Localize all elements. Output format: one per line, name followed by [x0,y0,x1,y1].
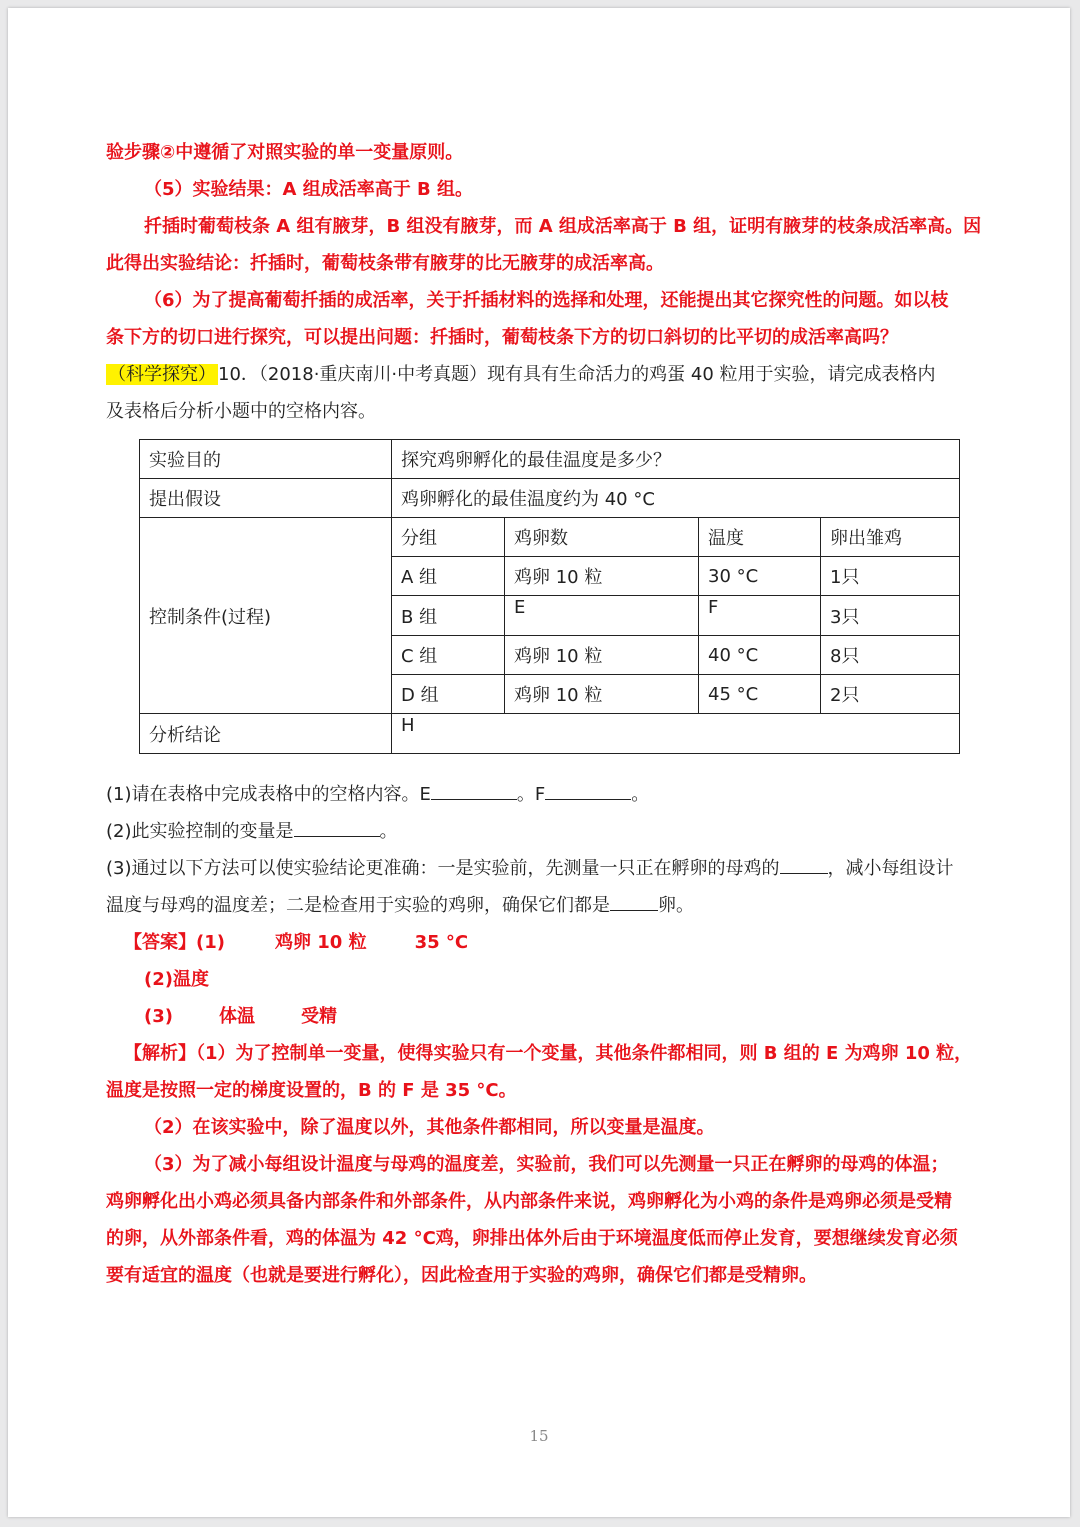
blank-cell-f: F [699,596,821,636]
question-line: 及表格后分析小题中的空格内容。 [106,401,376,422]
answer-text-line: （6）为了提高葡萄扦插的成活率，关于扦插材料的选择和处理，还能提出其它探究性的问题。如以枝 [144,290,949,311]
hypothesis-value: 鸡卵孵化的最佳温度约为 40 °C [392,479,960,518]
table-cell: 鸡卵 10 粒 [505,636,699,675]
analysis-line: 温度是按照一定的梯度设置的，B 的 F 是 35 °C。 [106,1080,517,1101]
purpose-value: 探究鸡卵孵化的最佳温度是多少？ [392,440,960,479]
document-page [8,8,1070,1517]
analysis-line: 鸡卵孵化出小鸡必须具备内部条件和外部条件，从内部条件来说，鸡卵孵化为小鸡的条件是鸡卵必须是受精 [106,1191,952,1212]
header-cell: 鸡卵数 [505,518,699,557]
header-cell: 温度 [699,518,821,557]
experiment-table [139,439,960,754]
table-row [140,518,960,557]
analysis-line: 【解析】（1）为了控制单一变量，使得实验只有一个变量，其他条件都相同，则 B 组的 E 为鸡卵 10 粒， [124,1043,973,1064]
answer-text-line: 扦插时葡萄枝条 A 组有腋芽，B 组没有腋芽，而 A 组成活率高于 B 组，证明有腋芽的枝条成活率高。因 [144,216,982,237]
table-cell: 40 °C [699,636,821,675]
page-number: 15 [529,1427,549,1445]
answer-text-line: （5）实验结果：A 组成活率高于 B 组。 [144,179,473,200]
control-label: 控制条件(过程) [140,518,392,714]
table-cell: 鸡卵 10 粒 [505,675,699,714]
table-cell: 45 °C [699,675,821,714]
conclusion-label: 分析结论 [140,714,392,754]
analysis-line: （2）在该实验中，除了温度以外，其他条件都相同，所以变量是温度。 [144,1117,715,1138]
header-cell: 卵出雏鸡 [821,518,960,557]
answer-line-2: (2)温度 [144,969,209,990]
table-cell: 30 °C [699,557,821,596]
sub-question-2: (2)此实验控制的变量是 。 [106,813,996,850]
hypothesis-label: 提出假设 [140,479,392,518]
table-cell: B 组 [392,596,505,636]
table-cell: 8只 [821,636,960,675]
blank-cell-e: E [505,596,699,636]
answer-text-line: 此得出实验结论：扦插时，葡萄枝条带有腋芽的比无腋芽的成活率高。 [106,253,664,274]
sub-question-1: (1)请在表格中完成表格中的空格内容。E 。F 。 [106,776,996,813]
header-cell: 分组 [392,518,505,557]
answer-blank [610,892,658,911]
question-stem: 10．（2018·重庆南川·中考真题）现有具有生命活力的鸡蛋 40 粒用于实验，请完成表格内 [218,364,936,385]
answer-blank [780,855,828,874]
question-tag: （科学探究） [108,364,216,385]
table-cell: 2只 [821,675,960,714]
table-row [140,714,960,754]
answer-text-line: 条下方的切口进行探究，可以提出问题：扦插时，葡萄枝条下方的切口斜切的比平切的成活率高吗？ [106,327,898,348]
answer-blank [431,781,517,800]
blank-cell-h: H [392,714,960,754]
question-line [106,356,996,393]
table-cell: 1只 [821,557,960,596]
table-row [140,440,960,479]
answer-line-3: (3) 体温 受精 [144,1006,337,1027]
table-cell: 鸡卵 10 粒 [505,557,699,596]
analysis-line: （3）为了减小每组设计温度与母鸡的温度差，实验前，我们可以先测量一只正在孵卵的母鸡的体温； [144,1154,949,1175]
answer-blank [294,818,380,837]
table-cell: C 组 [392,636,505,675]
table-cell: A 组 [392,557,505,596]
answer-blank [545,781,631,800]
purpose-label: 实验目的 [140,440,392,479]
table-cell: 3只 [821,596,960,636]
analysis-line: 的卵，从外部条件看，鸡的体温为 42 °C鸡，卵排出体外后由于环境温度低而停止发育，要想继续发育必须 [106,1228,958,1249]
sub-question-3-cont: 温度与母鸡的温度差；二是检查用于实验的鸡卵，确保它们都是 卵。 [106,887,996,924]
answer-text-line: 验步骤②中遵循了对照实验的单一变量原则。 [106,142,464,163]
answer-line-1: 【答案】(1) 鸡卵 10 粒 35 °C [124,932,469,953]
analysis-line: 要有适宜的温度（也就是要进行孵化），因此检查用于实验的鸡卵，确保它们都是受精卵。 [106,1265,817,1286]
table-row [140,479,960,518]
page-content [106,134,996,1294]
sub-question-3: (3)通过以下方法可以使实验结论更准确：一是实验前，先测量一只正在孵卵的母鸡的 ，减小每组设计 [106,850,996,887]
table-cell: D 组 [392,675,505,714]
